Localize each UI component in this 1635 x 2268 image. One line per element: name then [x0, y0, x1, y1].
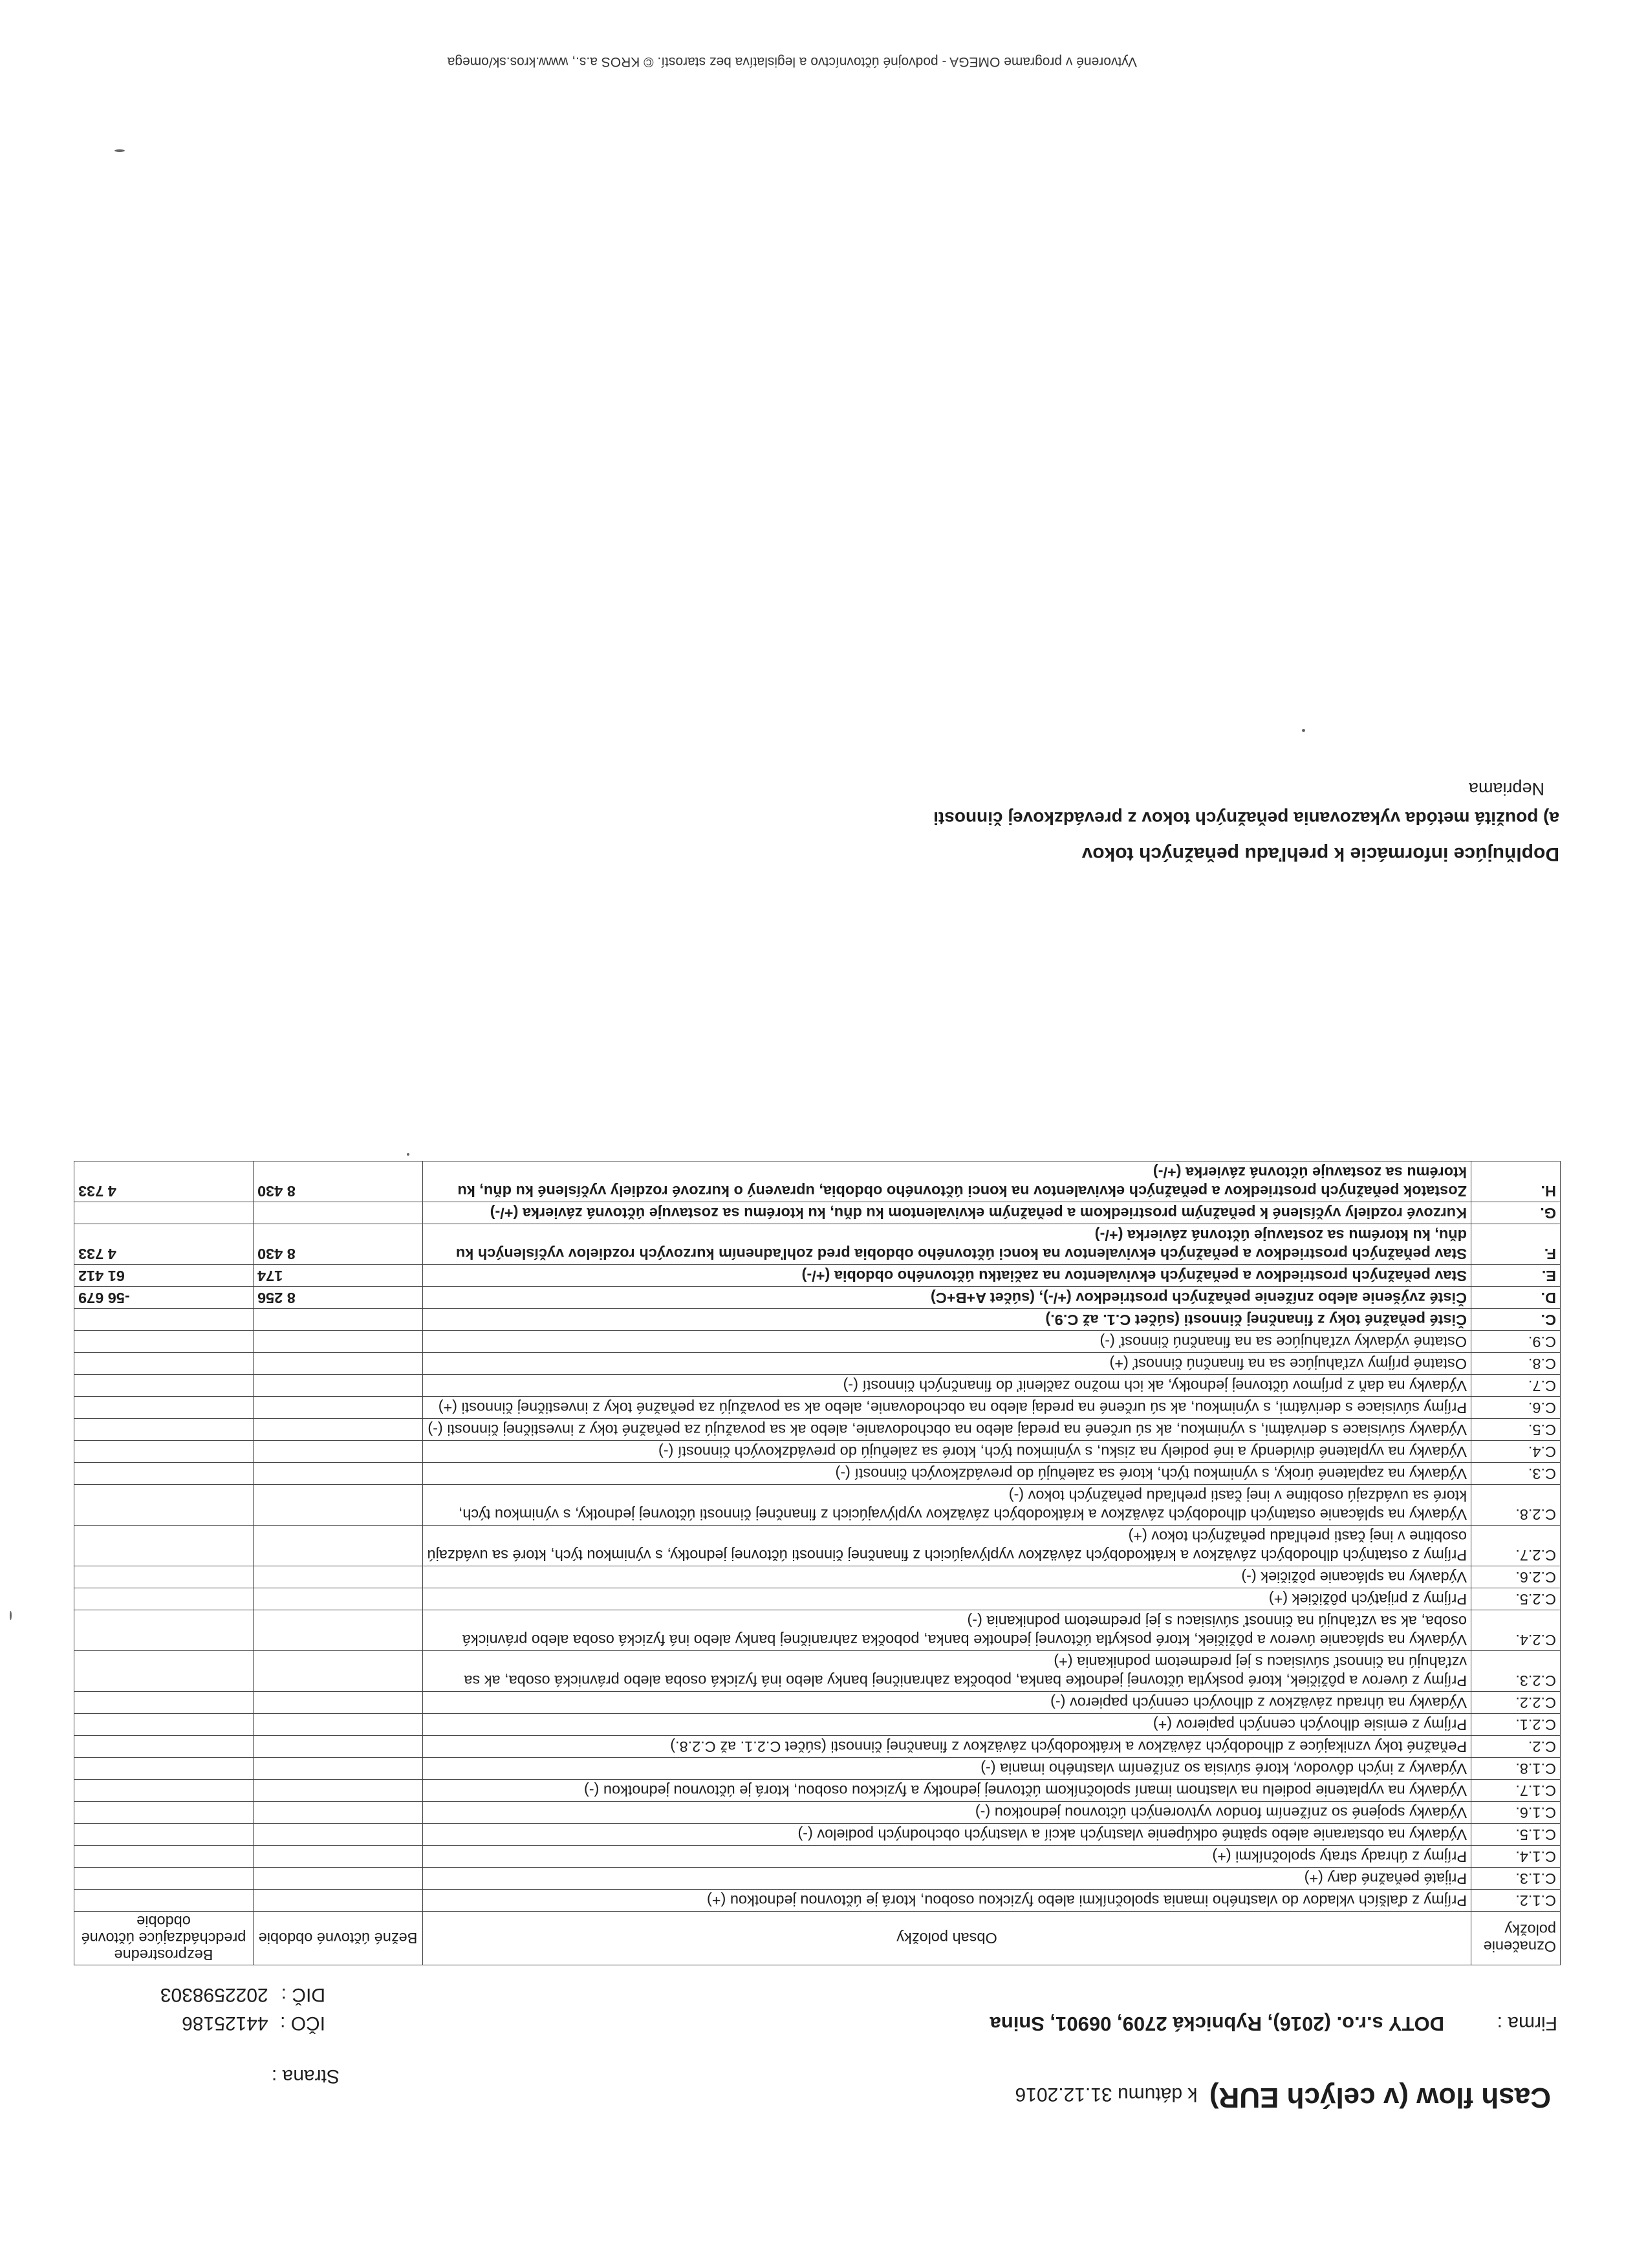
- row-code: C.8.: [1471, 1353, 1561, 1375]
- row-current-value: [254, 1419, 423, 1441]
- row-current-value: [254, 1651, 423, 1692]
- row-current-value: [254, 1331, 423, 1353]
- row-previous-value: [74, 1463, 254, 1485]
- table-row: [74, 1802, 1561, 1824]
- row-code: C.1.2.: [1471, 1890, 1561, 1912]
- table-row: [74, 1287, 1561, 1309]
- row-current-value: [254, 1526, 423, 1566]
- table-row: [74, 1224, 1561, 1265]
- row-code: C.9.: [1471, 1331, 1561, 1353]
- row-previous-value: [74, 1802, 254, 1824]
- row-code: C.1.4.: [1471, 1846, 1561, 1868]
- row-previous-value: [74, 1588, 254, 1610]
- row-previous-value: -56 679: [74, 1287, 254, 1309]
- row-code: C.2.8.: [1471, 1485, 1561, 1526]
- table-row: [74, 1714, 1561, 1736]
- row-current-value: [254, 1375, 423, 1397]
- row-content: Čisté peňažné toky z finančnej činnosti (súčet C.1. až C.9.): [423, 1309, 1471, 1331]
- table-row: [74, 1265, 1561, 1287]
- row-code: C.2.6.: [1471, 1566, 1561, 1588]
- row-content: Príjmy z emisie dlhových cenných papierov (+): [423, 1714, 1471, 1736]
- row-previous-value: [74, 1353, 254, 1375]
- row-previous-value: [74, 1419, 254, 1441]
- row-content: Príjmy z prijatých pôžičiek (+): [423, 1588, 1471, 1610]
- table-row: [74, 1824, 1561, 1846]
- row-previous-value: [74, 1736, 254, 1758]
- ico-row: [182, 2012, 325, 2034]
- row-current-value: [254, 1714, 423, 1736]
- row-previous-value: [74, 1526, 254, 1566]
- page-number-label: Strana :: [271, 2066, 340, 2087]
- column-header-content: Obsah položky: [423, 1912, 1471, 1965]
- row-content: Príjmy súvisiace s derivátmi, s výnimkou, ak sú určené na predaj alebo na obchodovanie, alebo ak sa považujú za peňažné toky z investičnej činnosti (+): [423, 1397, 1471, 1419]
- row-content: Zostatok peňažných prostriedkov a peňažných ekvivalentov na konci účtovného obdobia, upravený o kurzové rozdiely vyčíslené ku dňu, ku ktorému sa zostavuje účtovná závierka (+/-): [423, 1161, 1471, 1202]
- row-code: C.2.4.: [1471, 1610, 1561, 1651]
- dic-label: DIČ :: [281, 1984, 325, 2005]
- row-code: C.2.: [1471, 1736, 1561, 1758]
- row-code: H.: [1471, 1161, 1561, 1202]
- row-content: Výdavky na vyplatené dividendy a iné podiely na zisku, s výnimkou tých, ktoré sa zaleňujú do prevádzkových činností (-): [423, 1441, 1471, 1463]
- row-code: C.2.3.: [1471, 1651, 1561, 1692]
- row-current-value: [254, 1890, 423, 1912]
- row-current-value: [254, 1397, 423, 1419]
- table-row: [74, 1610, 1561, 1651]
- row-current-value: 8 430: [254, 1224, 423, 1265]
- row-code: C.1.5.: [1471, 1824, 1561, 1846]
- row-current-value: [254, 1566, 423, 1588]
- row-content: Ostatné výdavky vzťahujúce sa na finančnú činnosť (-): [423, 1331, 1471, 1353]
- ico-value: 44125186: [182, 2013, 268, 2034]
- row-previous-value: [74, 1331, 254, 1353]
- row-code: C.3.: [1471, 1463, 1561, 1485]
- table-header-row: [74, 1912, 1561, 1965]
- row-content: Výdavky na splácanie úverov a pôžičiek, ktoré poskytla účtovnej jednotke banka, pobočka zahraničnej banky alebo iná fyzická osoba alebo právnická osoba, ak sa vzťahujú na činnosť súvisiacu s jej predmetom podnikania (-): [423, 1610, 1471, 1651]
- row-content: Výdavky spojené so znížením fondov vytvorených účtovnou jednotkou (-): [423, 1802, 1471, 1824]
- row-content: Príjmy z ostatných dlhodobých záväzkov a krátkodobých záväzkov vyplývajúcich z finančnej činnosti účtovnej jednotky, s výnimkou tých, ktoré sa uvádzajú osobitne v inej časti prehľadu peňažných tokov (+): [423, 1526, 1471, 1566]
- row-previous-value: [74, 1202, 254, 1224]
- firm-label: Firma :: [1497, 2013, 1557, 2034]
- table-row: [74, 1161, 1561, 1202]
- row-code: E.: [1471, 1265, 1561, 1287]
- row-previous-value: [74, 1824, 254, 1846]
- row-previous-value: [74, 1780, 254, 1802]
- row-code: C.1.7.: [1471, 1780, 1561, 1802]
- row-current-value: [254, 1802, 423, 1824]
- row-current-value: [254, 1610, 423, 1651]
- row-previous-value: [74, 1375, 254, 1397]
- document-title: [1015, 2081, 1551, 2113]
- row-current-value: [254, 1441, 423, 1463]
- row-code: C.4.: [1471, 1441, 1561, 1463]
- row-content: Výdavky na zaplatené úroky, s výnimkou tých, ktoré sa zaleňujú do prevádzkových činností (-): [423, 1463, 1471, 1485]
- row-previous-value: [74, 1309, 254, 1331]
- row-code: C.6.: [1471, 1397, 1561, 1419]
- row-previous-value: [74, 1397, 254, 1419]
- table-row: [74, 1375, 1561, 1397]
- row-current-value: [254, 1202, 423, 1224]
- report-date: k dátumu 31.12.2016: [1015, 2084, 1198, 2105]
- table-row: [74, 1419, 1561, 1441]
- column-header-previous: Bezprostredne predchádzajúce účtovné obdobie: [74, 1912, 254, 1965]
- row-content: Výdavky na vyplatenie podielu na vlastnom imaní spoločníkom účtovnej jednotky a fyzickou osobou, ktorá je účtovnou jednotkou (-): [423, 1780, 1471, 1802]
- row-code: D.: [1471, 1287, 1561, 1309]
- row-previous-value: [74, 1692, 254, 1714]
- column-header-current: Bežné účtovné obdobie: [254, 1912, 423, 1965]
- row-previous-value: [74, 1566, 254, 1588]
- row-previous-value: [74, 1651, 254, 1692]
- row-code: G.: [1471, 1202, 1561, 1224]
- row-code: C.1.3.: [1471, 1868, 1561, 1890]
- row-content: Výdavky na splácanie ostatných dlhodobých záväzkov a krátkodobých záväzkov vyplývajúcich z finančnej činnosti účtovnej jednotky, s výnimkou tých, ktoré sa uvádzajú osobitne v inej časti prehľadu peňažných tokov (-): [423, 1485, 1471, 1526]
- method-value: Nepriama: [1468, 779, 1544, 799]
- row-content: Výdavky z iných dôvodov, ktoré súvisia so znížením vlastného imania (-): [423, 1758, 1471, 1780]
- row-code: C.5.: [1471, 1419, 1561, 1441]
- table-row: [74, 1309, 1561, 1331]
- table-row: [74, 1736, 1561, 1758]
- row-previous-value: [74, 1441, 254, 1463]
- method-label: a) použitá metóda vykazovania peňažných tokov z prevádzkovej činnosti: [933, 808, 1559, 828]
- row-current-value: 174: [254, 1265, 423, 1287]
- dic-value: 2022598303: [160, 1984, 268, 2005]
- row-previous-value: [74, 1868, 254, 1890]
- scan-speck: [407, 1153, 409, 1156]
- row-code: C.2.5.: [1471, 1588, 1561, 1610]
- row-previous-value: [74, 1714, 254, 1736]
- row-code: F.: [1471, 1224, 1561, 1265]
- row-previous-value: [74, 1610, 254, 1651]
- row-content: Stav peňažných prostriedkov a peňažných ekvivalentov na začiatku účtovného obdobia (+/-): [423, 1265, 1471, 1287]
- row-content: Stav peňažných prostriedkov a peňažných ekvivalentov na konci účtovného obdobia pred zohľadnením kurzových rozdielov vyčíslených ku dňu, ku ktorému sa zostavuje účtovná závierka (+/-): [423, 1224, 1471, 1265]
- table-row: [74, 1463, 1561, 1485]
- row-code: C.7.: [1471, 1375, 1561, 1397]
- table-row: [74, 1846, 1561, 1868]
- row-content: Kurzové rozdiely vyčíslené k peňažným prostriedkom a peňažným ekvivalentom ku dňu, ku ktorému sa zostavuje účtovná závierka (+/-): [423, 1202, 1471, 1224]
- row-current-value: [254, 1353, 423, 1375]
- dic-row: [160, 1983, 325, 2005]
- scan-speck: [114, 149, 125, 152]
- row-content: Výdavky na úhradu záväzkov z dlhových cenných papierov (-): [423, 1692, 1471, 1714]
- row-content: Ostatné príjmy vzťahujúce sa na finančnú činnosť (+): [423, 1353, 1471, 1375]
- table-row: [74, 1353, 1561, 1375]
- table-row: [74, 1651, 1561, 1692]
- row-code: C.2.7.: [1471, 1526, 1561, 1566]
- table-row: [74, 1441, 1561, 1463]
- column-header-code: Označenie položky: [1471, 1912, 1561, 1965]
- row-previous-value: 61 412: [74, 1265, 254, 1287]
- row-current-value: [254, 1463, 423, 1485]
- row-previous-value: 4 733: [74, 1224, 254, 1265]
- table-row: [74, 1566, 1561, 1588]
- table-row: [74, 1526, 1561, 1566]
- row-current-value: [254, 1736, 423, 1758]
- row-content: Príjmy z úhrady straty spoločníkmi (+): [423, 1846, 1471, 1868]
- row-current-value: 8 256: [254, 1287, 423, 1309]
- row-current-value: [254, 1824, 423, 1846]
- row-current-value: [254, 1846, 423, 1868]
- report-title: Cash flow (v celých EUR): [1209, 2082, 1551, 2113]
- table-row: [74, 1890, 1561, 1912]
- row-current-value: [254, 1588, 423, 1610]
- row-previous-value: 4 733: [74, 1161, 254, 1202]
- row-current-value: 8 430: [254, 1161, 423, 1202]
- row-content: Výdavky na obstaranie alebo spätné odkúpenie vlastných akcií a vlastných obchodných podielov (-): [423, 1824, 1471, 1846]
- row-current-value: [254, 1758, 423, 1780]
- row-content: Príjmy z ďalších vkladov do vlastného imania spoločníkmi alebo fyzickou osobou, ktorá je účtovnou jednotkou (+): [423, 1890, 1471, 1912]
- scan-speck: [1302, 729, 1305, 732]
- table-row: [74, 1758, 1561, 1780]
- row-content: Výdavky na daň z príjmov účtovnej jednotky, ak ich možno začleniť do finančných činností (-): [423, 1375, 1471, 1397]
- table-row: [74, 1868, 1561, 1890]
- scan-speck: [10, 1611, 12, 1620]
- row-current-value: [254, 1485, 423, 1526]
- table-row: [74, 1485, 1561, 1526]
- row-previous-value: [74, 1485, 254, 1526]
- row-content: Prijaté peňažné dary (+): [423, 1868, 1471, 1890]
- row-code: C.1.6.: [1471, 1802, 1561, 1824]
- row-code: C.: [1471, 1309, 1561, 1331]
- software-footer: Vytvorené v programe OMEGA - podvojné účtovníctvo a legislatíva bez starostí. © KROS a.s., www.kros.sk/omega: [447, 54, 1137, 69]
- row-code: C.2.2.: [1471, 1692, 1561, 1714]
- row-current-value: [254, 1692, 423, 1714]
- row-code: C.1.8.: [1471, 1758, 1561, 1780]
- row-content: Výdavky súvisiace s derivátmi, s výnimkou, ak sú určené na predaj alebo na obchodovanie, alebo ak sa považujú za peňažné toky z investičnej činnosti (-): [423, 1419, 1471, 1441]
- row-content: Príjmy z úverov a pôžičiek, ktoré poskytla účtovnej jednotke banka, pobočka zahraničnej banky alebo iná fyzická osoba alebo právnická osoba, ak sa vzťahujú na činnosť súvisiacu s jej predmetom podnikania (+): [423, 1651, 1471, 1692]
- ico-label: IČO :: [279, 2013, 325, 2034]
- table-row: [74, 1331, 1561, 1353]
- row-previous-value: [74, 1846, 254, 1868]
- row-current-value: [254, 1780, 423, 1802]
- row-content: Výdavky na splácanie pôžičiek (-): [423, 1566, 1471, 1588]
- table-row: [74, 1202, 1561, 1224]
- row-code: C.2.1.: [1471, 1714, 1561, 1736]
- table-row: [74, 1692, 1561, 1714]
- row-current-value: [254, 1868, 423, 1890]
- table-row: [74, 1780, 1561, 1802]
- row-content: Peňažné toky vznikajúce z dlhodobých záväzkov a krátkodobých záväzkov z finančnej činnosti (súčet C.2.1. až C.2.8.): [423, 1736, 1471, 1758]
- row-current-value: [254, 1309, 423, 1331]
- table-body: [74, 1161, 1561, 1912]
- row-previous-value: [74, 1890, 254, 1912]
- cash-flow-table: [74, 1161, 1561, 1965]
- table-row: [74, 1397, 1561, 1419]
- table-row: [74, 1588, 1561, 1610]
- row-previous-value: [74, 1758, 254, 1780]
- row-content: Čisté zvýšenie alebo zníženie peňažných prostriedkov (+/-), (súčet A+B+C): [423, 1287, 1471, 1309]
- firm-name: DOTY s.r.o. (2016), Rybnická 2709, 06901, Snina: [990, 2013, 1444, 2035]
- supplementary-title: Doplňujúce informácie k prehľadu peňažných tokov: [1081, 843, 1559, 865]
